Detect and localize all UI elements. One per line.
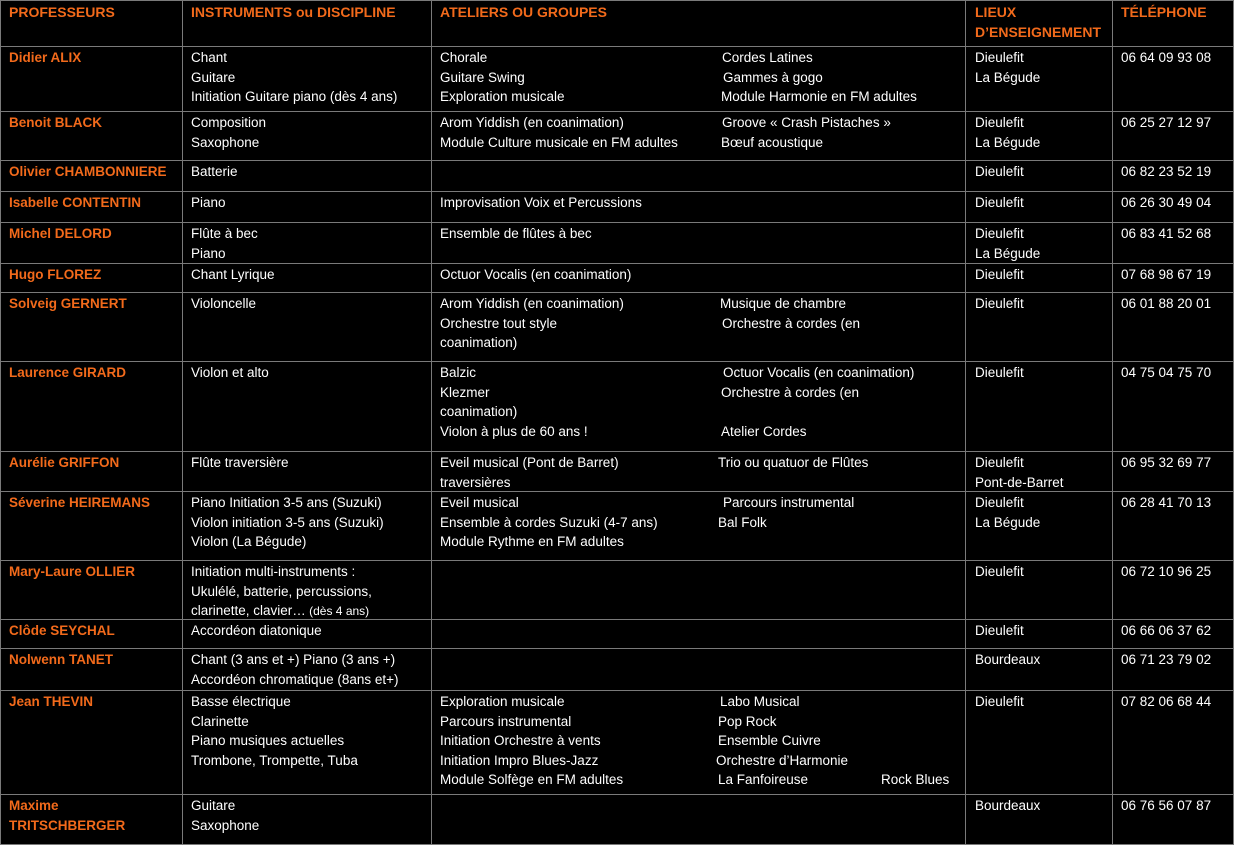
- teacher-lieux-line: Dieulefit: [975, 195, 1024, 210]
- table-rule-horizontal: [0, 361, 1234, 362]
- teacher-ateliers-second-line: Orchestre à cordes (en: [722, 315, 861, 331]
- table-rule-horizontal: [0, 46, 1234, 47]
- teacher-name-line: Michel DELORD: [9, 226, 112, 241]
- header-lieux: [975, 3, 1101, 42]
- teacher-ateliers-line: Eveil musical (Pont de Barret): [440, 455, 619, 470]
- teacher-phone: [1121, 193, 1211, 213]
- teacher-lieux: [975, 294, 1024, 314]
- teacher-name: [9, 363, 126, 383]
- teacher-instruments-line: Chant Lyrique: [191, 267, 275, 282]
- teacher-ateliers-line: Ensemble de flûtes à bec: [440, 226, 592, 241]
- teacher-instruments: [191, 692, 358, 770]
- header-ateliers-line: ATELIERS OU GROUPES: [440, 4, 607, 20]
- teacher-ateliers-second-line: Orchestre à cordes (en: [721, 384, 860, 400]
- teacher-instruments: [191, 48, 397, 107]
- teacher-name-line: Solveig GERNERT: [9, 296, 127, 311]
- table-rule-horizontal: [0, 690, 1234, 691]
- teacher-ateliers: [440, 113, 678, 152]
- teacher-phone-line: 06 83 41 52 68: [1121, 226, 1212, 241]
- teacher-name: [9, 621, 115, 641]
- teacher-lieux: [975, 796, 1040, 816]
- teacher-name-line: TRITSCHBERGER: [9, 817, 126, 833]
- teacher-phone-line: 06 71 23 79 02: [1121, 652, 1212, 667]
- teacher-ateliers-second-line: Groove « Crash Pistaches »: [722, 115, 891, 130]
- table-rule-vertical: [1112, 0, 1113, 845]
- teacher-name: [9, 162, 167, 182]
- teacher-ateliers: [440, 193, 642, 213]
- header-instruments-line: INSTRUMENTS ou DISCIPLINE: [191, 4, 396, 20]
- teacher-name-line: Laurence GIRARD: [9, 365, 127, 380]
- teacher-instruments: [191, 113, 266, 152]
- teacher-ateliers-second: [720, 493, 854, 532]
- teacher-name: [9, 650, 113, 670]
- header-instruments: [191, 3, 396, 23]
- teacher-phone-line: 07 82 06 68 44: [1121, 694, 1212, 709]
- teacher-phone: [1121, 562, 1211, 582]
- teacher-phone: [1121, 621, 1211, 641]
- table-rule-vertical: [182, 0, 183, 845]
- teacher-ateliers: [440, 453, 619, 492]
- teacher-ateliers-line: Initiation Impro Blues-Jazz: [440, 752, 599, 768]
- teacher-instruments: [191, 363, 269, 383]
- teacher-name-line: Nolwenn TANET: [9, 652, 113, 667]
- teacher-instruments-line: Composition: [191, 115, 267, 130]
- teacher-phone: [1121, 224, 1211, 244]
- teacher-instruments-line: Basse électrique: [191, 694, 291, 709]
- teacher-phone-line: 06 66 06 37 62: [1121, 623, 1212, 638]
- teacher-name: [9, 193, 141, 213]
- teacher-lieux-line: Pont-de-Barret: [975, 474, 1064, 490]
- table-rule-horizontal: [0, 292, 1234, 293]
- teacher-ateliers-second-line: Ensemble Cuivre: [718, 733, 821, 748]
- table-rule-horizontal: [0, 794, 1234, 795]
- teacher-instruments-line: Guitare: [191, 69, 236, 85]
- teacher-lieux-line: Dieulefit: [975, 164, 1024, 179]
- table-rule-horizontal: [0, 191, 1234, 192]
- teacher-ateliers-line: Balzic: [440, 365, 477, 380]
- teacher-ateliers: [440, 48, 565, 107]
- teacher-phone-line: 07 68 98 67 19: [1121, 267, 1212, 282]
- teacher-phone: [1121, 650, 1211, 670]
- header-lieux-line: LIEUX: [975, 4, 1017, 20]
- table-rule-horizontal: [0, 263, 1234, 264]
- teacher-lieux-line: Dieulefit: [975, 495, 1024, 510]
- teacher-instruments: [191, 493, 384, 552]
- teacher-ateliers-second-line: Gammes à gogo: [723, 69, 823, 85]
- teacher-lieux: [975, 224, 1040, 263]
- teacher-instruments: [191, 621, 322, 641]
- teacher-ateliers-second-line: Atelier Cordes: [721, 423, 807, 439]
- teacher-phone: [1121, 294, 1211, 314]
- teacher-lieux-line: Bourdeaux: [975, 798, 1041, 813]
- teacher-instruments-line: Piano Initiation 3-5 ans (Suzuki): [191, 495, 382, 510]
- teacher-name-line: Isabelle CONTENTIN: [9, 195, 142, 210]
- age-note: (dès 4 ans): [305, 604, 370, 618]
- teacher-lieux-line: Dieulefit: [975, 564, 1024, 579]
- teacher-ateliers-line: Module Rythme en FM adultes: [440, 534, 624, 549]
- teacher-ateliers-line: Eveil musical: [440, 495, 519, 510]
- teacher-name: [9, 692, 93, 712]
- teacher-lieux: [975, 562, 1024, 582]
- teacher-ateliers-second-line: Bal Folk: [718, 514, 767, 530]
- teacher-lieux-line: Dieulefit: [975, 267, 1024, 282]
- teacher-instruments-line: clarinette, clavier… (dès 4 ans): [191, 603, 370, 618]
- teacher-instruments: [191, 265, 275, 285]
- teacher-name: [9, 294, 127, 314]
- teacher-ateliers-second-line: Module Harmonie en FM adultes: [721, 89, 917, 104]
- teacher-phone: [1121, 692, 1211, 712]
- teacher-instruments-line: Saxophone: [191, 134, 260, 150]
- teacher-instruments-line: Violon (La Bégude): [191, 534, 307, 549]
- teacher-lieux: [975, 113, 1040, 152]
- teacher-ateliers-second-line: Parcours instrumental: [723, 495, 855, 510]
- teacher-lieux: [975, 621, 1024, 641]
- teacher-phone: [1121, 113, 1211, 133]
- teacher-lieux: [975, 493, 1040, 532]
- teacher-name: [9, 265, 101, 285]
- teacher-ateliers-second: [720, 453, 868, 473]
- teacher-phone: [1121, 48, 1211, 68]
- teacher-name-line: Aurélie GRIFFON: [9, 455, 120, 470]
- teacher-ateliers-line: Initiation Orchestre à vents: [440, 733, 601, 748]
- teacher-instruments-line: Trombone, Trompette, Tuba: [191, 752, 358, 768]
- teacher-ateliers-line: Klezmer: [440, 384, 490, 400]
- header-professeurs: [9, 3, 115, 23]
- teacher-instruments-line: Initiation multi-instruments :: [191, 564, 356, 579]
- teacher-lieux-line: La Bégude: [975, 245, 1041, 261]
- teacher-ateliers-second-line: Pop Rock: [718, 713, 777, 729]
- teacher-lieux: [975, 692, 1024, 712]
- teacher-ateliers-second-line: Bœuf acoustique: [721, 134, 824, 150]
- teacher-phone: [1121, 162, 1211, 182]
- teacher-phone-line: 06 64 09 93 08: [1121, 50, 1212, 65]
- teacher-ateliers-second-line: La Fanfoireuse: [718, 772, 809, 787]
- teacher-ateliers-line: Parcours instrumental: [440, 713, 572, 729]
- teacher-ateliers-line: Module Culture musicale en FM adultes: [440, 134, 678, 150]
- teacher-instruments-line: Batterie: [191, 164, 238, 179]
- teacher-lieux-line: Dieulefit: [975, 226, 1024, 241]
- teacher-name: [9, 796, 125, 835]
- teacher-instruments-line: Piano: [191, 245, 226, 261]
- table-rule-horizontal: [0, 0, 1234, 1]
- table-rule-vertical: [431, 0, 432, 845]
- teacher-lieux-line: La Bégude: [975, 69, 1041, 85]
- teacher-ateliers-second-line: Cordes Latines: [722, 50, 813, 65]
- teacher-ateliers: [440, 363, 588, 441]
- teacher-name-line: Didier ALIX: [9, 50, 82, 65]
- teacher-instruments-line: Saxophone: [191, 817, 260, 833]
- teacher-ateliers-second-line: Orchestre d’Harmonie: [716, 752, 849, 768]
- teacher-name-line: Maxime: [9, 798, 59, 813]
- teacher-instruments: [191, 453, 289, 473]
- teacher-ateliers-second-line: Labo Musical: [720, 694, 800, 709]
- teacher-ateliers-line: Ensemble à cordes Suzuki (4-7 ans): [440, 514, 658, 530]
- teacher-name-line: Hugo FLOREZ: [9, 267, 102, 282]
- teacher-instruments-line: Violoncelle: [191, 296, 257, 311]
- teacher-instruments-line: Violon et alto: [191, 365, 269, 380]
- table-rule-horizontal: [0, 560, 1234, 561]
- teacher-lieux: [975, 162, 1024, 182]
- teacher-name: [9, 113, 102, 133]
- teacher-name-line: Olivier CHAMBONNIERE: [9, 164, 167, 179]
- teacher-ateliers-second-line: Trio ou quatuor de Flûtes: [718, 455, 869, 470]
- teacher-phone-line: 06 82 23 52 19: [1121, 164, 1212, 179]
- teacher-phone-line: 06 26 30 49 04: [1121, 195, 1212, 210]
- teacher-instruments: [191, 796, 259, 835]
- teacher-name: [9, 453, 119, 473]
- teacher-lieux-line: Dieulefit: [975, 623, 1024, 638]
- table-rule-horizontal: [0, 160, 1234, 161]
- table-rule-horizontal: [0, 619, 1234, 620]
- teacher-ateliers-second-line: [720, 402, 914, 422]
- table-rule-horizontal: [0, 111, 1234, 112]
- teacher-lieux: [975, 193, 1024, 213]
- teacher-lieux-line: Dieulefit: [975, 694, 1024, 709]
- teacher-name-line: Clôde SEYCHAL: [9, 623, 115, 638]
- header-lieux-line: D’ENSEIGNEMENT: [975, 23, 1102, 40]
- teacher-ateliers-second: [720, 113, 891, 152]
- teacher-ateliers-second-line: Musique de chambre: [720, 296, 847, 311]
- teacher-ateliers-second-line: Octuor Vocalis (en coanimation): [723, 365, 915, 380]
- teacher-lieux-line: Dieulefit: [975, 115, 1024, 130]
- teacher-instruments-line: Flûte traversière: [191, 455, 289, 470]
- teacher-phone-line: 04 75 04 75 70: [1121, 365, 1212, 380]
- teacher-lieux: [975, 48, 1040, 87]
- teacher-instruments: [191, 294, 256, 314]
- teacher-instruments-line: Chant: [191, 50, 228, 65]
- teacher-lieux-line: La Bégude: [975, 514, 1041, 530]
- teacher-instruments-line: Piano musiques actuelles: [191, 733, 345, 748]
- teacher-ateliers-line: Orchestre tout style: [440, 315, 558, 331]
- teacher-phone-line: 06 72 10 96 25: [1121, 564, 1212, 579]
- teacher-phone-line: 06 28 41 70 13: [1121, 495, 1212, 510]
- teacher-instruments-line: Accordéon diatonique: [191, 623, 322, 638]
- teacher-instruments-line: Accordéon chromatique (8ans et+): [191, 671, 399, 687]
- teacher-phone-line: 06 95 32 69 77: [1121, 455, 1212, 470]
- teacher-ateliers-line: coanimation): [440, 404, 518, 419]
- teacher-lieux-line: Dieulefit: [975, 50, 1024, 65]
- teacher-instruments: [191, 224, 258, 263]
- teacher-instruments: [191, 162, 238, 182]
- teacher-ateliers-line: Module Solfège en FM adultes: [440, 772, 624, 787]
- teacher-lieux-line: Bourdeaux: [975, 652, 1041, 667]
- teacher-phone-line: 06 25 27 12 97: [1121, 115, 1212, 130]
- teacher-lieux: [975, 650, 1040, 670]
- teacher-name: [9, 224, 112, 244]
- teacher-instruments-line: Violon initiation 3-5 ans (Suzuki): [191, 514, 384, 530]
- teacher-phone: [1121, 493, 1211, 513]
- teacher-ateliers-line: Exploration musicale: [440, 694, 565, 709]
- teacher-lieux-line: Dieulefit: [975, 296, 1024, 311]
- teacher-instruments-line: Ukulélé, batterie, percussions,: [191, 583, 372, 599]
- teacher-ateliers-line: Exploration musicale: [440, 89, 565, 104]
- teacher-ateliers-second: [720, 294, 860, 333]
- teacher-ateliers-line: Guitare Swing: [440, 69, 525, 85]
- teacher-ateliers: [440, 224, 592, 244]
- teacher-ateliers: [440, 493, 658, 552]
- teacher-lieux: [975, 363, 1024, 383]
- table-rule-horizontal: [0, 648, 1234, 649]
- teacher-lieux-line: La Bégude: [975, 134, 1041, 150]
- table-rule-horizontal: [0, 222, 1234, 223]
- teacher-ateliers-line: Arom Yiddish (en coanimation): [440, 115, 624, 130]
- teacher-name: [9, 493, 150, 513]
- teacher-ateliers-line: coanimation): [440, 335, 518, 350]
- teacher-lieux: [975, 453, 1064, 492]
- teacher-name: [9, 562, 135, 582]
- teacher-lieux: [975, 265, 1024, 285]
- teacher-name-line: Jean THEVIN: [9, 694, 94, 709]
- teacher-instruments: [191, 650, 399, 689]
- table-rule-vertical: [965, 0, 966, 845]
- teacher-ateliers: [440, 294, 624, 353]
- teacher-ateliers: [440, 265, 631, 285]
- teacher-ateliers-line: Violon à plus de 60 ans !: [440, 423, 588, 439]
- teacher-ateliers-line: Chorale: [440, 50, 488, 65]
- teacher-phone-line: 06 01 88 20 01: [1121, 296, 1212, 311]
- teacher-lieux-line: Dieulefit: [975, 365, 1024, 380]
- teacher-name-line: Benoit BLACK: [9, 115, 102, 130]
- header-telephone: [1121, 3, 1207, 23]
- teacher-ateliers-second: [720, 48, 917, 107]
- teacher-instruments-line: Flûte à bec: [191, 226, 258, 241]
- teacher-phone: [1121, 363, 1211, 383]
- header-ateliers: [440, 3, 607, 23]
- teacher-phone: [1121, 265, 1211, 285]
- teacher-ateliers-third-line: Rock Blues: [881, 772, 950, 787]
- teacher-instruments-line: Chant (3 ans et +) Piano (3 ans +): [191, 652, 396, 667]
- teacher-instruments: [191, 562, 372, 621]
- table-rule-vertical: [0, 0, 1, 845]
- teacher-lieux-line: Dieulefit: [975, 455, 1024, 470]
- teacher-phone-line: 06 76 56 07 87: [1121, 798, 1212, 813]
- teacher-ateliers-third: [881, 770, 949, 790]
- teacher-ateliers-second: [716, 692, 849, 790]
- teacher-ateliers-line: Octuor Vocalis (en coanimation): [440, 267, 632, 282]
- teacher-phone: [1121, 796, 1211, 816]
- teacher-phone: [1121, 453, 1211, 473]
- teacher-ateliers-second: [720, 363, 914, 441]
- teacher-instruments-line: Piano: [191, 195, 226, 210]
- teacher-instruments-line: Clarinette: [191, 713, 249, 729]
- teacher-ateliers-line: Arom Yiddish (en coanimation): [440, 296, 624, 311]
- table-rule-horizontal: [0, 451, 1234, 452]
- header-professeurs-line: PROFESSEURS: [9, 4, 115, 20]
- teacher-ateliers: [440, 692, 623, 790]
- teacher-name-line: Séverine HEIREMANS: [9, 495, 151, 510]
- teacher-name: [9, 48, 81, 68]
- teacher-ateliers-line: traversières: [440, 474, 511, 490]
- teacher-instruments: [191, 193, 226, 213]
- teacher-instruments-line: Guitare: [191, 798, 236, 813]
- teacher-name-line: Mary-Laure OLLIER: [9, 564, 136, 579]
- header-telephone-line: TÉLÉPHONE: [1121, 4, 1207, 20]
- teacher-ateliers-line: Improvisation Voix et Percussions: [440, 195, 642, 210]
- teacher-instruments-line: Initiation Guitare piano (dès 4 ans): [191, 89, 398, 104]
